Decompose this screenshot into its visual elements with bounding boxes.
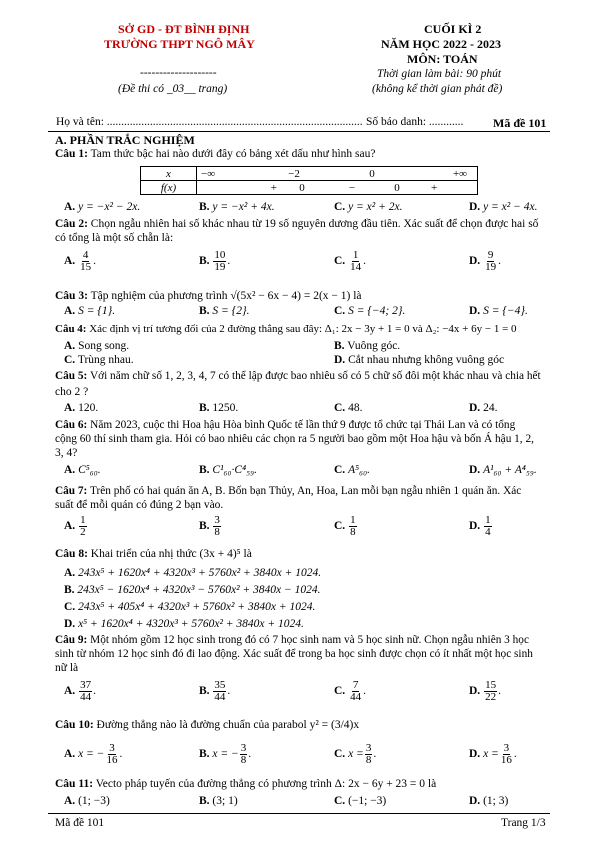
table-cell: + [417, 181, 478, 195]
option-b[interactable]: B. S = {2}. [199, 305, 250, 317]
question-6: Câu 6: Năm 2023, cuộc thi Hoa hậu Hòa bình Quốc tế lần thứ 9 được tổ chức tại Thái Lan và có tổng [55, 419, 516, 431]
option-d[interactable]: D. x = $\frac{3}{16}$ . [469, 742, 517, 766]
table-cell: 0 [327, 167, 417, 181]
option-d[interactable]: D. 24. [469, 402, 498, 414]
option-d[interactable]: D. S = {−4}. [469, 305, 528, 317]
option-a[interactable]: A. $\frac{37}{44}$ . [64, 679, 96, 703]
option-d[interactable]: D. $\frac{1}{4}$ [469, 514, 491, 538]
question-7-cont: suất để mỗi quán có đúng 2 bạn vào. [55, 499, 224, 511]
option-a[interactable]: A. C⁵₆₀. [64, 464, 101, 476]
question-3: Câu 3: Tập nghiệm của phương trình √(5x² − 6x − 4) = 2(x − 1) là [55, 290, 362, 302]
question-8: Câu 8: Khai triển của nhị thức (3x + 4)⁵ là [55, 548, 252, 560]
question-6-cont2: 3, 4? [55, 447, 78, 459]
school-year: NĂM HỌC 2022 - 2023 [381, 37, 501, 51]
option-d[interactable]: D. $\frac{9}{19}$ . [469, 249, 501, 273]
table-cell: + [197, 181, 278, 195]
option-d[interactable]: D. Cắt nhau nhưng không vuông góc [334, 354, 505, 366]
option-d[interactable]: D. (1; 3) [469, 795, 509, 807]
option-c[interactable]: C. y = x² + 2x. [334, 201, 403, 213]
option-a[interactable]: A. (1; −3) [64, 795, 110, 807]
option-a[interactable]: A. x = − $\frac{3}{16}$ . [64, 742, 123, 766]
table-cell: f(x) [141, 181, 197, 195]
option-c[interactable]: C. (−1; −3) [334, 795, 387, 807]
option-b[interactable]: B. Vuông góc. [334, 340, 401, 352]
option-b[interactable]: B. y = −x² + 4x. [199, 201, 275, 213]
table-cell: 0 [277, 181, 327, 195]
question-7: Câu 7: Trên phố có hai quán ăn A, B. Bốn bạn Thủy, An, Hoa, Lan mỗi bạn ngẫu nhiên 1 quán ăn. Xác [55, 485, 522, 497]
question-9-cont: sinh từ nhóm 12 học sinh đó đi lao động. Xác suất để trong ba học sinh được chọn có ít nhất một học sinh [55, 648, 533, 660]
option-b[interactable]: B. C¹₆₀·C⁴₅₉. [199, 464, 257, 476]
pages-note: (Đề thi có _03__ trang) [118, 83, 228, 95]
option-a[interactable]: A. y = −x² − 2x. [64, 201, 141, 213]
option-b[interactable]: B. $\frac{10}{19}$ . [199, 249, 231, 273]
question-9-cont2: nữ là [55, 662, 79, 674]
question-9: Câu 9: Một nhóm gồm 12 học sinh trong đó có 7 học sinh nam và 5 học sinh nữ. Chọn ngẫu nhiên 3 học [55, 634, 529, 646]
question-5: Câu 5: Với năm chữ số 1, 2, 3, 4, 7 có thể lập được bao nhiêu số có 5 chữ số đôi một khác nhau và chia hết [55, 370, 541, 382]
table-cell: 0 [377, 181, 417, 195]
question-6-cont: cộng 60 thí sinh tham gia. Hỏi có bao nhiêu các chọn ra 5 người bao gồm một Hoa hậu và bốn Á hậu 1, 2, [55, 433, 534, 445]
option-c[interactable]: C. $\frac{1}{14}$ . [334, 249, 366, 273]
table-cell: +∞ [417, 167, 478, 181]
exam-title: CUỐI KÌ 2 [424, 22, 482, 36]
option-b[interactable]: B. x = − $\frac{3}{8}$ . [199, 742, 252, 766]
page-number: Trang 1/3 [501, 817, 546, 829]
table-cell: x [141, 167, 197, 181]
option-d[interactable]: D. A¹₆₀ + A⁴₅₉. [469, 464, 537, 476]
name-field-label: Họ và tên: ......................................................................................... [56, 116, 363, 128]
option-d[interactable]: D. x⁵ + 1620x⁴ + 4320x³ + 5760x² + 3840x + 1024. [64, 618, 304, 630]
option-a[interactable]: A. S = {1}. [64, 305, 116, 317]
question-10: Câu 10: Đường thẳng nào là đường chuẩn của parabol y² = (3/4)x [55, 719, 360, 731]
option-a[interactable]: A. $\frac{4}{15}$ . [64, 249, 96, 273]
option-c[interactable]: C. $\frac{1}{8}$ [334, 514, 356, 538]
option-c[interactable]: C. Trùng nhau. [64, 354, 134, 366]
option-a[interactable]: A. Song song. [64, 340, 130, 352]
question-11: Câu 11: Vecto pháp tuyến của đường thẳng có phương trình Δ: 2x − 6y + 23 = 0 là [55, 778, 437, 790]
sbd-field-label: Số báo danh: ............ [366, 116, 464, 128]
question-5-cont: cho 2 ? [55, 386, 89, 398]
option-a[interactable]: A. $\frac{1}{2}$ [64, 514, 86, 538]
option-c[interactable]: C. A⁵₆₀. [334, 464, 370, 476]
divider [48, 131, 550, 132]
option-c[interactable]: C. S = {−4; 2}. [334, 305, 406, 317]
footer-code: Mã đề 101 [55, 817, 105, 829]
question-2-cont: có tổng là một số chẵn là: [55, 232, 174, 244]
question-1 [55, 147, 375, 161]
time-note: (không kể thời gian phát đề) [372, 83, 503, 95]
option-b[interactable]: B. 243x⁵ − 1620x⁴ + 4320x³ − 5760x² + 3840x − 1024. [64, 584, 321, 596]
option-b[interactable]: B. $\frac{3}{8}$ [199, 514, 220, 538]
footer-divider [48, 813, 550, 814]
time-limit: Thời gian làm bài: 90 phút [377, 68, 502, 80]
table-cell: −2 [261, 167, 327, 181]
question-4: Câu 4: Xác định vị trí tương đối của 2 đường thẳng sau đây: Δ₁: 2x − 3y + 1 = 0 và Δ₂: −4x + 6y − 1 = 0 [55, 323, 517, 335]
option-d[interactable]: D. $\frac{15}{22}$ . [469, 679, 501, 703]
section-title: A. PHẦN TRẮC NGHIỆM [55, 133, 195, 147]
option-b[interactable]: B. 1250. [199, 402, 239, 414]
option-c[interactable]: C. 243x⁵ + 405x⁴ + 4320x³ + 5760x² + 3840x + 1024. [64, 601, 316, 613]
option-c[interactable]: C. $\frac{7}{44}$ . [334, 679, 366, 703]
department: SỞ GD - ĐT BÌNH ĐỊNH [118, 22, 250, 36]
table-cell: −∞ [197, 167, 262, 181]
option-c[interactable]: C. x = $\frac{3}{8}$ . [334, 742, 377, 766]
school-name: TRƯỜNG THPT NGÔ MÂY [104, 37, 255, 51]
option-a[interactable]: A. 120. [64, 402, 99, 414]
question-label: Câu 1: [55, 148, 88, 160]
exam-code: Mã đề 101 [493, 116, 547, 130]
subject: MÔN: TOÁN [407, 52, 478, 66]
option-b[interactable]: B. $\frac{35}{44}$ . [199, 679, 231, 703]
separator-dashes: -------------------- [140, 67, 217, 79]
question-text: Tam thức bậc hai nào dưới đây có bảng xét dấu như hình sau? [90, 148, 376, 160]
option-a[interactable]: A. 243x⁵ + 1620x⁴ + 4320x³ + 5760x² + 3840x + 1024. [64, 567, 322, 579]
option-c[interactable]: C. 48. [334, 402, 363, 414]
question-2: Câu 2: Chọn ngẫu nhiên hai số khác nhau từ 19 số nguyên dương đầu tiên. Xác suất để chọn được hai số [55, 218, 539, 230]
table-cell: − [327, 181, 377, 195]
sign-table [140, 166, 478, 195]
option-d[interactable]: D. y = x² − 4x. [469, 201, 538, 213]
option-b[interactable]: B. (3; 1) [199, 795, 238, 807]
